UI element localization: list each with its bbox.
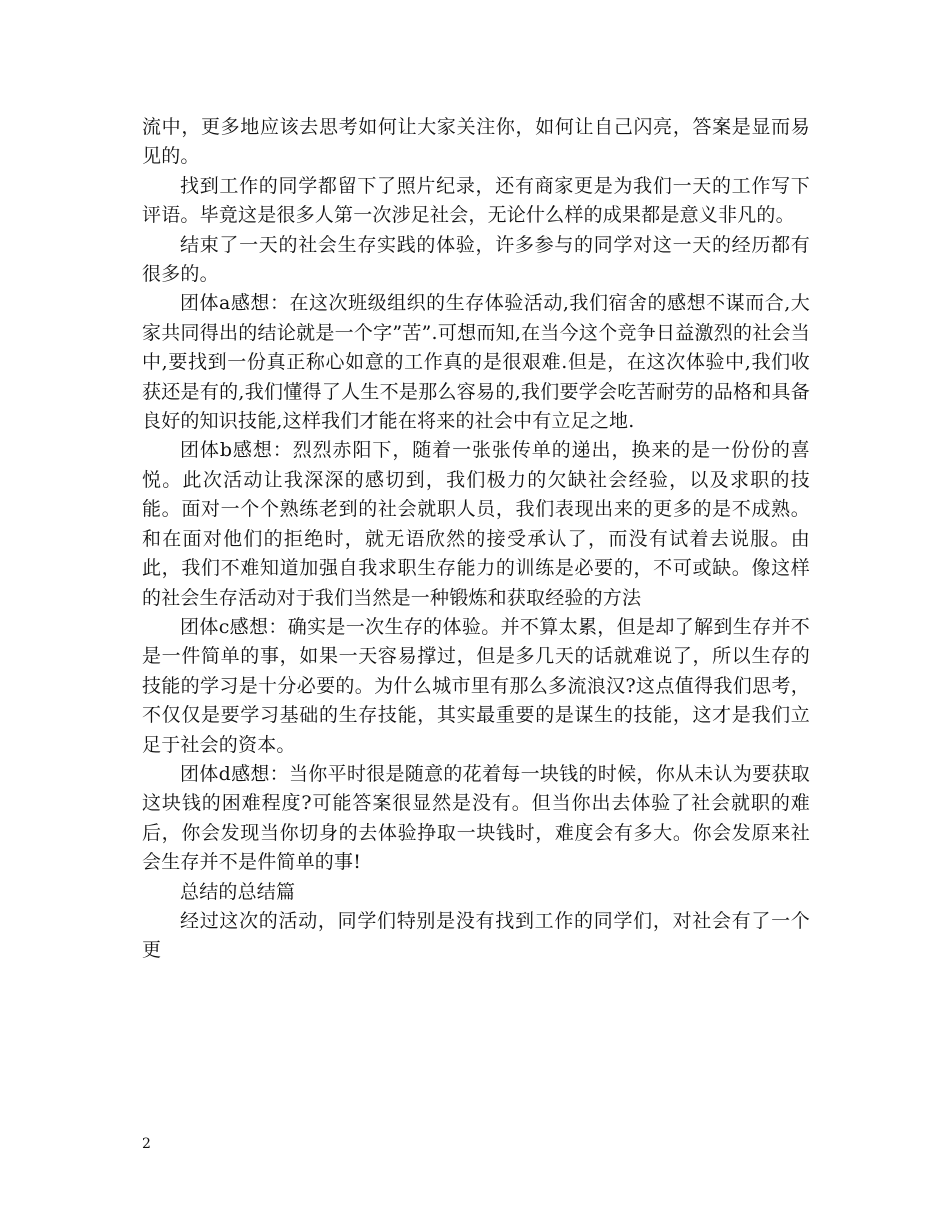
paragraph-summary: 经过这次的活动，同学们特别是没有找到工作的同学们，对社会有了一个更 (142, 909, 810, 962)
paragraph-photos: 找到工作的同学都留下了照片纪录，还有商家更是为我们一天的工作写下评语。毕竟这是很多人第一次涉足社会，无论什么样的成果都是意义非凡的。 (142, 174, 810, 227)
section-heading: 总结的总结篇 (180, 880, 296, 903)
paragraph-group-c: 团体c感想：确实是一次生存的体验。并不算太累，但是却了解到生存并不是一件简单的事，如果一天容易撑过，但是多几天的话就难说了，所以生存的技能的学习是十分必要的。为什么城市里有那么多流浪汉?这点值得我们思考，不仅仅是要学习基础的生存技能，其实最重要的是谋生的技能，这才是我们立足于社会的资本。 (142, 615, 810, 756)
paragraph-group-b: 团体b感想：烈烈赤阳下，随着一张张传单的递出，换来的是一份份的喜悦。此次活动让我深深的感切到，我们极力的欠缺社会经验，以及求职的技能。面对一个个熟练老到的社会就职人员，我们表现出来的更多的是不成熟。和在面对他们的拒绝时，就无语欣然的接受承认了，而没有试着去说服。由此，我们不难知道加强自我求职生存能力的训练是必要的，不可或缺。像这样的社会生存活动对于我们当然是一种锻炼和获取经验的方法 (142, 439, 810, 609)
paragraph-continuation: 流中，更多地应该去思考如何让大家关注你，如何让自己闪亮，答案是显而易见的。 (142, 116, 810, 168)
paragraph-group-d: 团体d感想：当你平时很是随意的花着每一块钱的时候，你从未认为要获取这块钱的困难程度?可能答案很显然是没有。但当你出去体验了社会就职的难后，你会发现当你切身的去体验挣取一块钱时，难度会有多大。你会发原来社会生存并不是件简单的事! (142, 762, 810, 874)
paragraph-group-a: 团体a感想：在这次班级组织的生存体验活动,我们宿舍的感想不谋而合,大家共同得出的结论就是一个字”苦”.可想而知,在当今这个竞争日益激烈的社会当中,要找到一份真正称心如意的工作真的是很艰难.但是，在这次体验中,我们收获还是有的,我们懂得了人生不是那么容易的,我们要学会吃苦耐劳的品格和具备良好的知识技能,这样我们才能在将来的社会中有立足之地. (142, 292, 810, 433)
document-body (142, 113, 810, 966)
paragraph-end-of-day: 结束了一天的社会生存实践的体验，许多参与的同学对这一天的经历都有很多的。 (142, 233, 810, 286)
page-number: 2 (142, 1136, 151, 1152)
